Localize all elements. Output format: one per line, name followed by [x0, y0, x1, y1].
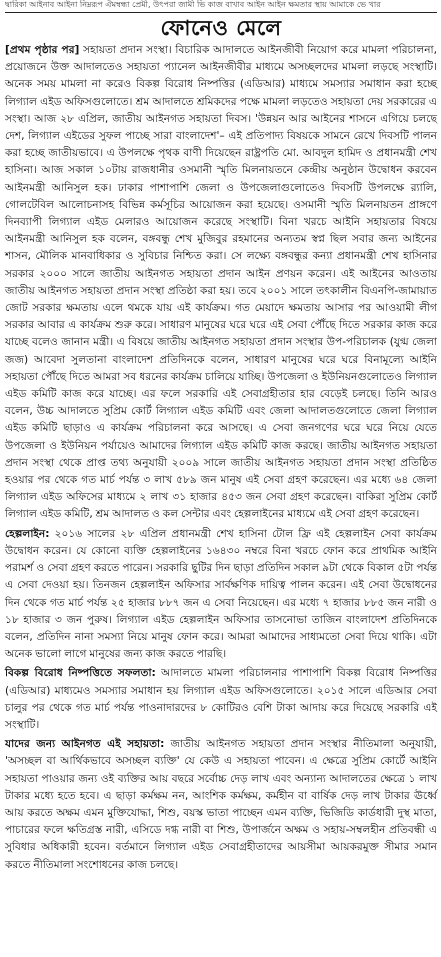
article-paragraph-eligibility — [5, 736, 437, 874]
article-paragraph-helpline — [5, 526, 437, 664]
section-subhead-helpline: হেল্পলাইন: — [5, 527, 50, 540]
top-divider — [5, 12, 437, 13]
article-paragraph-intro — [5, 42, 437, 524]
paragraph-text: আদালতে মামলা পরিচালনার পাশাপাশি বিকল্প বিরোধ নিষ্পত্তির (এডিআর) মাধ্যমেও সমস্যার সমাধান হয় লিগ্যাল এইড অফিসগুলোতে। ২০১৫ সালে এডিআর সেবা চালুর পর থেকে গত মার্চ পর্যন্ত পাওনাদারদের ৮ কোটিরও বেশি টাকা আদায় করে দিয়েছে সরকারি এই সংস্থাটি। — [5, 667, 437, 731]
paragraph-text: জাতীয় আইনগত সহায়তা প্রদান সংস্থার নীতিমালা অনুযায়ী, 'অসচ্ছল বা আর্থিকভাবে অসচ্ছল ব্যক্তি' যে কেউ এ সহায়তা পাবেন। এ ক্ষেত্রে সুপ্রিম কোর্টে আইনি সহায়তা পাওয়ার জন্য ওই ব্যক্তির আয় বছরে সর্বোচ্চ দেড় লাখ এবং অন্যান্য আদালতের ক্ষেত্রে ১ লাখ টাকার মধ্যে হতে হবে। এ ছাড়া কর্মক্ষম নন, আংশিক কর্মক্ষম, কর্মহীন বা বার্ষিক দেড় লাখ টাকার ঊর্ধ্বে আয় করতে অক্ষম এমন মুক্তিযোদ্ধা, শিশু, বয়স্ক ভাতা পাচ্ছেন এমন ব্যক্তি, ভিজিডি কার্ডধারী দুস্থ মাতা, পাচারের ফলে ক্ষতিগ্রস্ত নারী, এসিডে দগ্ধ নারী বা শিশু, উপার্জনে অক্ষম ও সহায়-সম্বলহীন প্রতিবন্ধী এ সুবিধার অধিকারী হবেন। বর্তমানে লিগ্যাল এইড সেবাগ্রহীতাদের আয়সীমা আয়করমুক্ত সীমার সমান করতে নীতিমালা সংশোধনের কাজ চলছে। — [5, 738, 437, 871]
continuation-marker: [প্রথম পৃষ্ঠার পর] — [5, 44, 80, 56]
section-subhead-eligibility: যাদের জন্য আইনগত এই সহায়তা: — [5, 738, 165, 751]
cut-off-top-text: দ্বারিকা আইনাব আইনা নিম্নরূপ ঐমম্বন্ধা প্রেমী, উৎপরা জামী ভি কাজ বাখাব আইন আইন ক্ষমতার স্থায় আমাকে ভে খার — [5, 0, 381, 9]
article-body — [5, 42, 437, 874]
article-paragraph-adr — [5, 665, 437, 734]
section-subhead-adr: বিকল্প বিরোধ নিষ্পত্তিতে সফলতা: — [5, 667, 156, 680]
paragraph-text: সহায়তা প্রদান সংস্থা। বিচারিক আদালতে আইনজীবী নিয়োগ করে মামলা পরিচালনা, প্রয়োজনে উক্ত আদালতেও সহায়তা প্যানেল আইনজীবীর মাধ্যমে অসচ্ছলদের মামলা লড়ছে সংস্থাটি। অনেক সময় মামলা না করেও বিকল্প বিরোধ নিষ্পত্তির (এডিআর) মাধ্যমে সমস্যার সমাধান করা হচ্ছে লিগ্যাল এইড অফিসগুলোতে। শ্রম আদালতে শ্রমিকদের পক্ষে মামলা লড়তেও সহায়তা দেয় সরকারের এ সংস্থা। আজ ২৮ এপ্রিল, জাতীয় আইনগত সহায়তা দিবস। 'উন্নয়ন আর আইনের শাসনে এগিয়ে চলছে দেশ, লিগ্যাল এইডের সুফল পাচ্ছে সারা বাংলাদেশ'– এই প্রতিপাদ্য বিষয়কে সামনে রেখে দিবসটি পালন করা হচ্ছে জাতীয়ভাবে। এ উপলক্ষে পৃথক বাণী দিয়েছেন রাষ্ট্রপতি মো. আবদুল হামিদ ও প্রধানমন্ত্রী শেখ হাসিনা। আজ সকাল ১০টায় রাজধানীর ওসমানী স্মৃতি মিলনায়তনে কেন্দ্রীয় অনুষ্ঠান উদ্বোধন করবেন আইনমন্ত্রী আনিসুল হক। ঢাকার পাশাপাশি জেলা ও উপজেলাগুলোতেও দিবসটি উপলক্ষে র‍্যালি, গোলটেবিল আলোচনাসহ বিভিন্ন কর্মসূচির আয়োজন করা হয়েছে। ওসমানী স্মৃতি মিলনায়তন প্রাঙ্গণে দিনব্যাপী লিগ্যাল এইড মেলারও আয়োজন করেছে সংস্থাটি। বিনা খরচে আইনি সহায়তার বিষয়ে আইনমন্ত্রী আনিসুল হক বলেন, বঙ্গবন্ধু শেখ মুজিবুর রহমানের অন্যতম স্বপ্ন ছিল সবার জন্য আইনের শাসন, মৌলিক মানবাধিকার ও সুবিচার নিশ্চিত করা। সে লক্ষ্যে বঙ্গবন্ধুর কন্যা প্রধানমন্ত্রী শেখ হাসিনার সরকার ২০০০ সালে জাতীয় আইনগত সহায়তা প্রদান আইন প্রণয়ন করেন। এই আইনের আওতায় জাতীয় আইনগত সহায়তা প্রদান সংস্থা প্রতিষ্ঠা করা হয়। তবে ২০০১ সালে তৎকালীন বিএনপি-জামায়াত জোট সরকার ক্ষমতায় এলে থমকে যায় এই কার্যক্রম। গত মেয়াদে ক্ষমতায় আসার পর আওয়ামী লীগ সরকার আবার এ কার্যক্রম শুরু করে। সাধারণ মানুষের ঘরে ঘরে এই সেবা পৌঁছে দিতে সরকার কাজ করে যাচ্ছে বলেও জানান মন্ত্রী। এ বিষয়ে জাতীয় আইনগত সহায়তা প্রদান সংস্থার উপ-পরিচালক (যুগ্ম জেলা জজ) আবেদা সুলতানা বাংলাদেশ প্রতিদিনকে বলেন, সাধারণ মানুষের ঘরে ঘরে বিনামূল্যে আইনি সহায়তা পৌঁছে দিতে আমরা সব ধরনের কার্যক্রম চালিয়ে যাচ্ছি। উপজেলা ও ইউনিয়নগুলোতেও লিগ্যাল এইড কমিটি কাজ করে যাচ্ছে। এর ফলে সরকারি এই সেবাগ্রহীতার হার বেড়েই চলছে। তিনি আরও বলেন, উচ্চ আদালতে সুপ্রিম কোর্ট লিগ্যাল এইড কমিটি এবং জেলা আদালতগুলোতে জেলা লিগ্যাল এইড কমিটি ছাড়াও এ কার্যক্রম পরিচালনা করে আসছে। এ সেবা জনগণের ঘরে ঘরে নিয়ে যেতে উপজেলা ও ইউনিয়ন পর্যায়েও আমাদের লিগ্যাল এইড কমিটি কাজ করছে। জাতীয় আইনগত সহায়তা প্রদান সংস্থা থেকে প্রাপ্ত তথ্য অনুযায়ী ২০০৯ সালে জাতীয় আইনগত সহায়তা প্রদান সংস্থা প্রতিষ্ঠিত হওয়ার পর থেকে গত মার্চ পর্যন্ত ৩ লাখ ৫৮৯ জন মানুষ এই সেবা গ্রহণ করেছেন। এর মধ্যে ৬৪ জেলা লিগ্যাল এইড অফিসের মাধ্যমে ২ লাখ ৩১ হাজার ৪৫৩ জন সেবা গ্রহণ করেছেন। বাকিরা সুপ্রিম কোর্ট লিগ্যাল এইড কমিটি, শ্রম আদালত ও কল সেন্টার এবং হেল্পলাইনের মাধ্যমে এই সেবা গ্রহণ করেছেন। — [5, 44, 437, 521]
article-headline: ফোনেও মেলে — [160, 16, 282, 40]
paragraph-text: ২০১৬ সালের ২৮ এপ্রিল প্রধানমন্ত্রী শেখ হাসিনা টোল ফ্রি এই হেল্পলাইন সেবা কার্যক্রম উদ্বোধন করেন। যে কোনো ব্যক্তি হেল্পলাইনের ১৬৪৩০ নম্বরে বিনা খরচে ফোন করে প্রাথমিক আইনি পরামর্শ ও সেবা গ্রহণ করতে পারেন। সরকারি ছুটির দিন ছাড়া প্রতিদিন সকাল ৯টা থেকে বিকাল ৫টা পর্যন্ত এ সেবা দেওয়া হয়। তিনজন হেল্পলাইন অফিসার সার্বক্ষণিক দায়িত্ব পালন করেন। এই সেবা উদ্বোধনের দিন থেকে গত মার্চ পর্যন্ত ২৫ হাজার ৮৮৭ জন এ সেবা নিয়েছেন। এর মধ্যে ৭ হাজার ৮৮৫ জন নারী ও ১৮ হাজার ৩ জন পুরুষ। লিগ্যাল এইড হেল্পলাইন অফিসার তাসনোভা তাজিন বাংলাদেশ প্রতিদিনকে বলেন, প্রতিদিন নানা সমস্যা নিয়ে মানুষ ফোন করে। আমরা আমাদের সাধ্যমতো সেবা দিয়ে থাকি। এটা অনেক ভালো লাগে মানুষের জন্য কাজ করতে পারছি। — [5, 527, 437, 661]
